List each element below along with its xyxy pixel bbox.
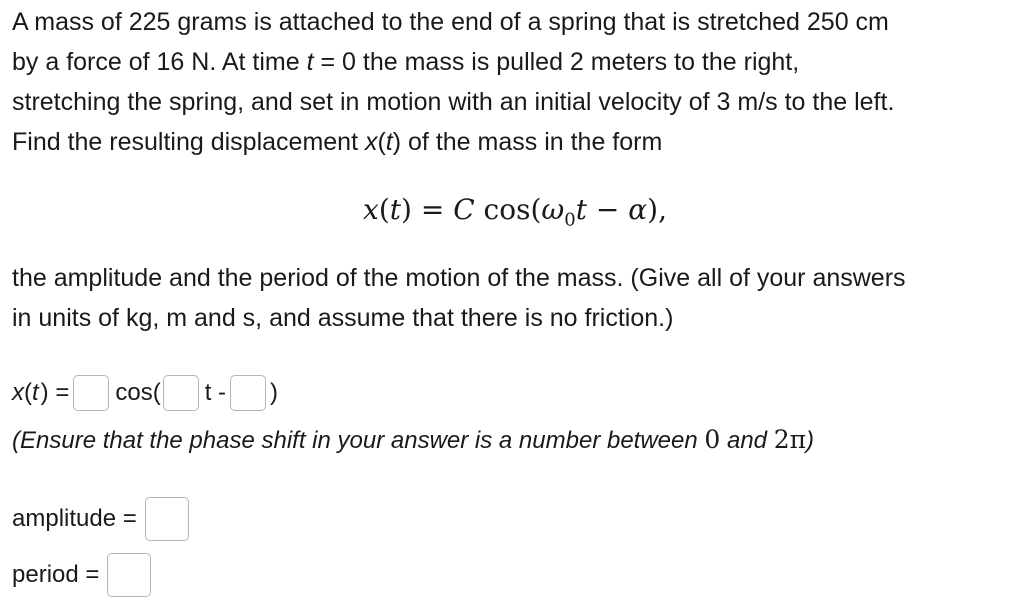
formula-t: t — [389, 193, 402, 226]
problem-text: ( — [377, 128, 386, 156]
period-row — [12, 553, 155, 597]
problem-text: = 0 the mass is pulled 2 meters to the right, — [313, 48, 800, 76]
formula-paren: ( — [378, 193, 390, 226]
formula-cos: cos( — [474, 193, 542, 226]
problem-line-3 — [12, 82, 894, 122]
amplitude-label: amplitude = — [12, 505, 137, 532]
answer-close-paren: ) — [270, 379, 279, 406]
problem-text: A mass of 225 grams is attached to the end of a spring that is stretched 250 cm — [12, 8, 889, 36]
instructions-line-1 — [12, 258, 906, 298]
instructions-text: the amplitude and the period of the motion of the mass. (Give all of your answers — [12, 264, 906, 292]
phase-alpha-input[interactable] — [230, 375, 266, 411]
note-zero: 0 — [704, 425, 721, 454]
amplitude-row — [12, 497, 193, 541]
formula-alpha: α — [628, 193, 648, 226]
problem-text: ) of the mass in the form — [392, 128, 663, 156]
answer-t-minus: t - — [204, 379, 227, 406]
formula-subscript: 0 — [564, 209, 576, 231]
problem-text: stretching the spring, and set in motion with an initial velocity of 3 m/s to the left. — [12, 88, 895, 116]
formula-minus: − — [586, 193, 629, 226]
note-text: (Ensure that the phase shift in your answer is a number between — [12, 427, 705, 454]
displacement-variable: x — [364, 128, 378, 156]
formula-omega: ω — [541, 193, 565, 226]
problem-line-2 — [12, 42, 799, 82]
instructions-line-2 — [12, 298, 673, 338]
answer-t-label: t — [32, 379, 39, 406]
problem-line-4 — [12, 122, 662, 162]
note-text: and — [720, 427, 774, 454]
formula-x: x — [363, 193, 379, 226]
time-variable: t — [306, 48, 314, 76]
instructions-text: in units of kg, m and s, and assume that there is no friction.) — [12, 304, 674, 332]
formula-C: C — [453, 193, 475, 226]
formula-end: ), — [647, 193, 667, 226]
answer-row — [12, 373, 278, 413]
note-text: ) — [806, 427, 815, 454]
note-two-pi: 2π — [773, 425, 807, 454]
amplitude-input[interactable] — [145, 497, 189, 541]
phase-shift-note — [12, 420, 814, 461]
omega-input[interactable] — [163, 375, 199, 411]
period-input[interactable] — [107, 553, 151, 597]
formula-equals: ) = — [401, 193, 454, 226]
time-variable: t — [385, 128, 393, 156]
answer-cos-label: cos( — [115, 379, 161, 406]
problem-text: by a force of 16 N. At time — [12, 48, 307, 76]
problem-line-1 — [12, 2, 889, 42]
answer-x-label: x — [12, 379, 24, 406]
formula-t2: t — [575, 193, 587, 226]
amplitude-C-input[interactable] — [73, 375, 109, 411]
period-label: period = — [12, 561, 100, 588]
answer-equals: ) = — [40, 379, 70, 406]
answer-paren: ( — [24, 379, 32, 406]
problem-text: Find the resulting displacement — [12, 128, 365, 156]
displacement-formula — [0, 190, 1030, 241]
